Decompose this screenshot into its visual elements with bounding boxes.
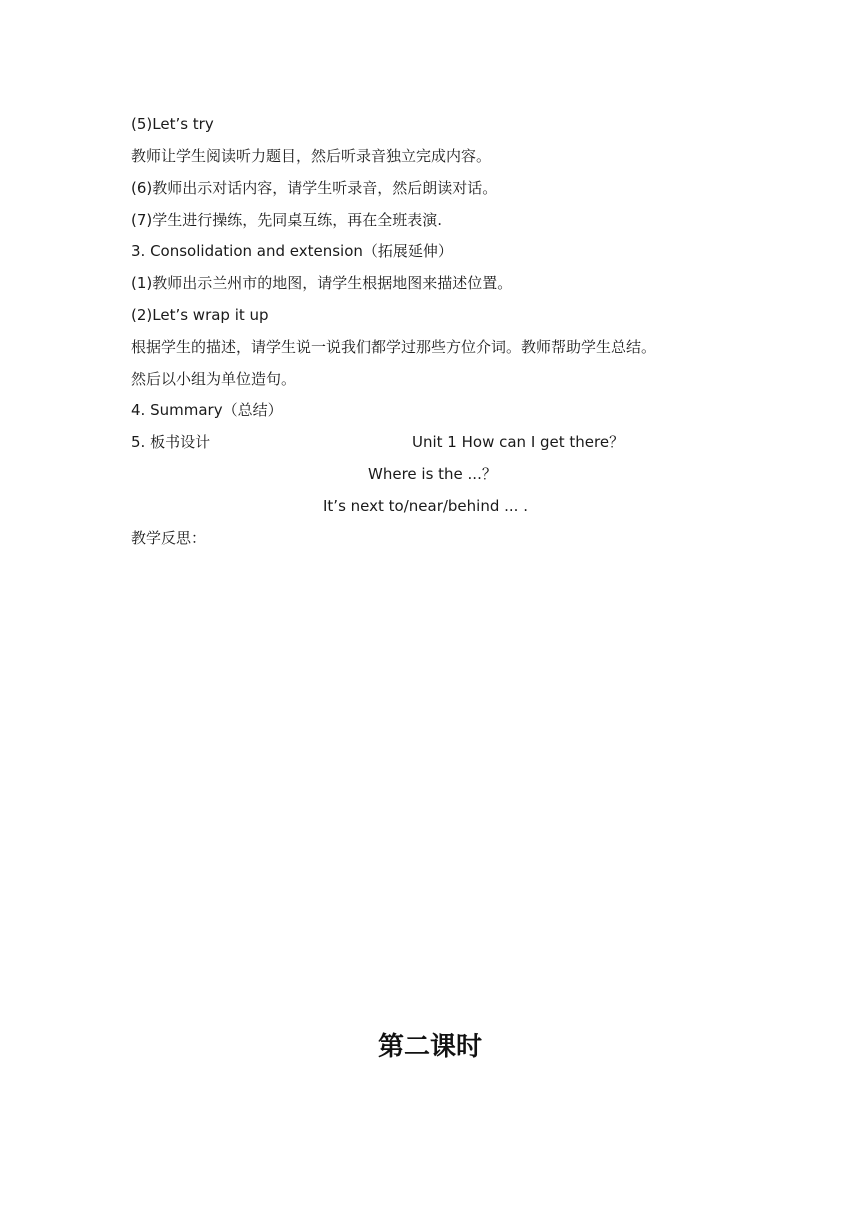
- step-7-text: (7)学生进行操练，先同桌互练，再在全班表演.: [131, 211, 443, 229]
- reflection-label: 教学反思：: [131, 529, 207, 547]
- step-6-text: (6)教师出示对话内容，请学生听录音，然后朗读对话。: [131, 179, 498, 197]
- consolidation-step-2-text-cont: 然后以小组为单位造句。: [131, 370, 297, 388]
- consolidation-heading: 3. Consolidation and extension（拓展延伸）: [131, 242, 453, 260]
- board-design-line-1: Where is the ...？: [368, 465, 497, 483]
- lesson-2-heading: 第二课时: [377, 1032, 482, 1062]
- consolidation-step-1: (1)教师出示兰州市的地图，请学生根据地图来描述位置。: [131, 274, 513, 292]
- step-5-text: 教师让学生阅读听力题目，然后听录音独立完成内容。: [131, 147, 492, 165]
- consolidation-step-2-text: 根据学生的描述，请学生说一说我们都学过那些方位介词。教师帮助学生总结。: [131, 338, 657, 356]
- board-design-label: 5. 板书设计: [131, 433, 211, 451]
- board-design-title: Unit 1 How can I get there？: [412, 433, 625, 451]
- consolidation-step-2-title: (2)Let’s wrap it up: [131, 306, 269, 324]
- board-design-line-2: It’s next to/near/behind ... .: [323, 497, 528, 515]
- step-5-title: (5)Let’s try: [131, 115, 214, 133]
- summary-heading: 4. Summary（总结）: [131, 401, 283, 419]
